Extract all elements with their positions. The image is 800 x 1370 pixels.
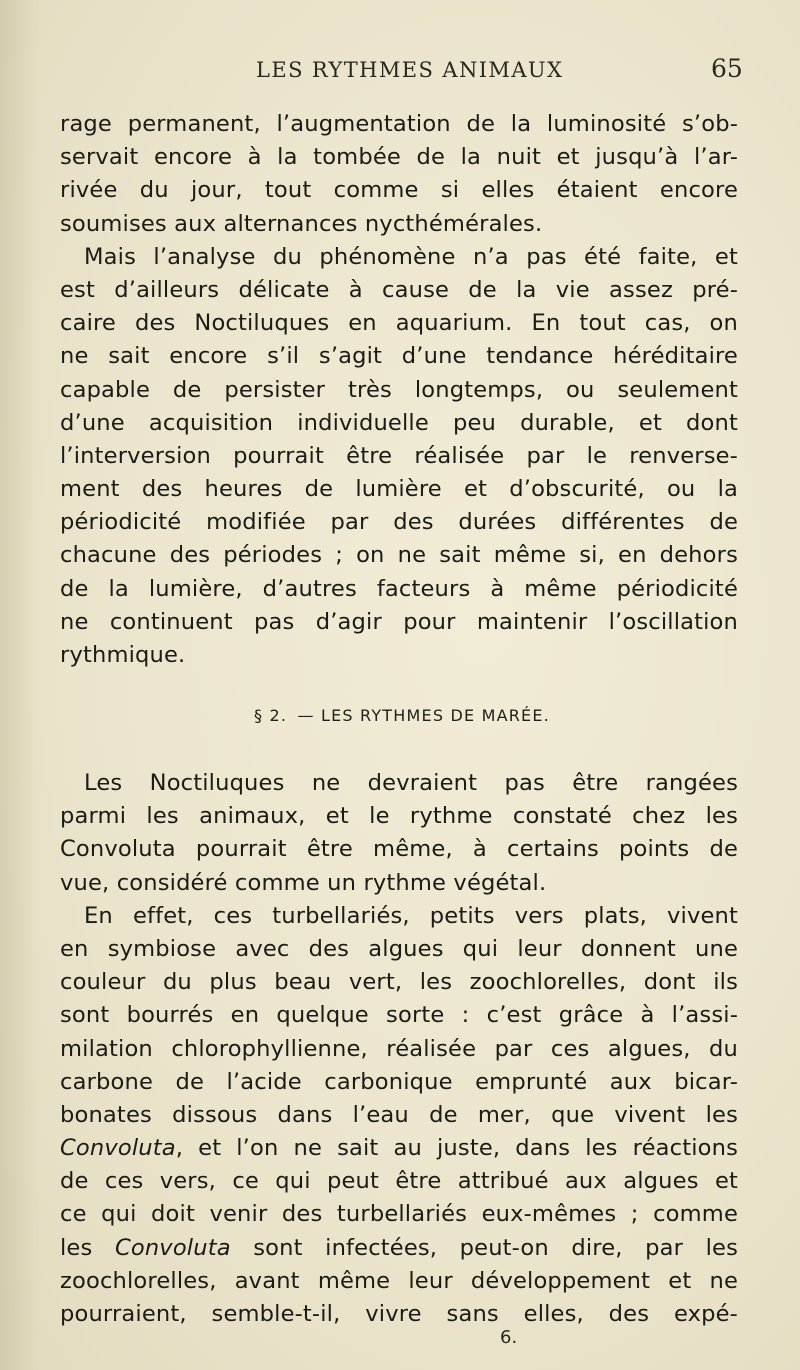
paragraph-line: ce qui doit venir des turbellariés eux-mêmes ; comme [60, 1201, 738, 1228]
line-text: , et l’on ne sait au juste, dans les réactions [175, 1135, 738, 1162]
paragraph-line: ne continuent pas d’agir pour maintenir l’oscillation [60, 608, 738, 635]
paragraph-line: rage permanent, l’augmentation de la luminosité s’ob- [60, 111, 738, 137]
paragraph-1 [60, 108, 738, 241]
running-head [0, 54, 800, 88]
paragraph-line [60, 1232, 738, 1265]
paragraph-line: bonates dissous dans l’eau de mer, que vivent les [60, 1101, 738, 1128]
line-text: sont infectées, peut-on dire, par les [230, 1234, 739, 1261]
page-edge-shadow [0, 0, 40, 1370]
paragraph-3 [60, 767, 738, 900]
paragraph-line: de la lumière, d’autres facteurs à même périodicité [60, 575, 738, 602]
paragraph-line: en symbiose avec des algues qui leur donnent une [60, 935, 738, 962]
paragraph-line: parmi les animaux, et le rythme constaté chez les [60, 803, 738, 830]
paragraph-line: d’une acquisition individuelle peu durable, et dont [60, 409, 738, 436]
paragraph-line: rivée du jour, tout comme si elles étaient encore [60, 177, 738, 204]
paragraph-line: soumises aux alternances nycthémérales. [60, 210, 543, 237]
paragraph-line: sont bourrés en quelque sorte : c’est grâce à l’assi- [60, 1002, 738, 1029]
text-block-lower [60, 767, 738, 1331]
paragraph-line: chacune des périodes ; on ne sait même si, en dehors [60, 542, 738, 569]
paragraph-4 [60, 900, 738, 1331]
signature-mark: 6. [500, 1327, 518, 1348]
text-block-upper [60, 108, 738, 672]
page-number: 65 [711, 54, 743, 83]
paragraph-line: couleur du plus beau vert, les zoochlorelles, dont ils [60, 969, 738, 996]
italic-term: Convoluta [60, 1135, 176, 1162]
paragraph-line: pourraient, semble-t-il, vivre sans elles, des expé- [60, 1301, 738, 1327]
paragraph-line: Convoluta pourrait être même, à certains points de [60, 836, 738, 863]
paragraph-2 [60, 241, 738, 672]
paragraph-line: servait encore à la tombée de la nuit et jusqu’à l’ar- [60, 144, 738, 171]
paragraph-line: ne sait encore s’il s’agit d’une tendance héréditaire [60, 343, 738, 370]
paragraph-line: Mais l’analyse du phénomène n’a pas été faite, et [84, 243, 738, 270]
paragraph-line: zoochlorelles, avant même leur développement et ne [60, 1267, 738, 1294]
paragraph-line: ment des heures de lumière et d’obscurité, ou la [60, 476, 738, 503]
running-head-title: LES RYTHMES ANIMAUX [256, 58, 564, 82]
section-number: § 2. [254, 706, 288, 725]
line-text: les [60, 1234, 115, 1261]
paragraph-line: En effet, ces turbellariés, petits vers plats, vivent [84, 902, 738, 929]
paragraph-line: milation chlorophyllienne, réalisée par ces algues, du [60, 1035, 738, 1062]
section-heading [0, 706, 800, 725]
section-title: — LES RYTHMES DE MARÉE. [297, 706, 550, 725]
paragraph-line: vue, considéré comme un rythme végétal. [60, 869, 547, 896]
paragraph-line: Les Noctiluques ne devraient pas être rangées [84, 770, 738, 796]
paragraph-line: est d’ailleurs délicate à cause de la vie assez pré- [60, 276, 738, 303]
paragraph-line: rythmique. [60, 642, 186, 668]
paragraph-line: capable de persister très longtemps, ou seulement [60, 376, 738, 403]
paragraph-line: périodicité modifiée par des durées différentes de [60, 509, 738, 536]
paragraph-line: carbone de l’acide carbonique emprunté aux bicar- [60, 1068, 738, 1095]
paragraph-line [60, 1132, 738, 1165]
paragraph-line: caire des Noctiluques en aquarium. En tout cas, on [60, 310, 738, 337]
paragraph-line: de ces vers, ce qui peut être attribué aux algues et [60, 1168, 738, 1195]
paragraph-line: l’interversion pourrait être réalisée par le renverse- [60, 442, 738, 469]
italic-term: Convoluta [114, 1234, 231, 1261]
